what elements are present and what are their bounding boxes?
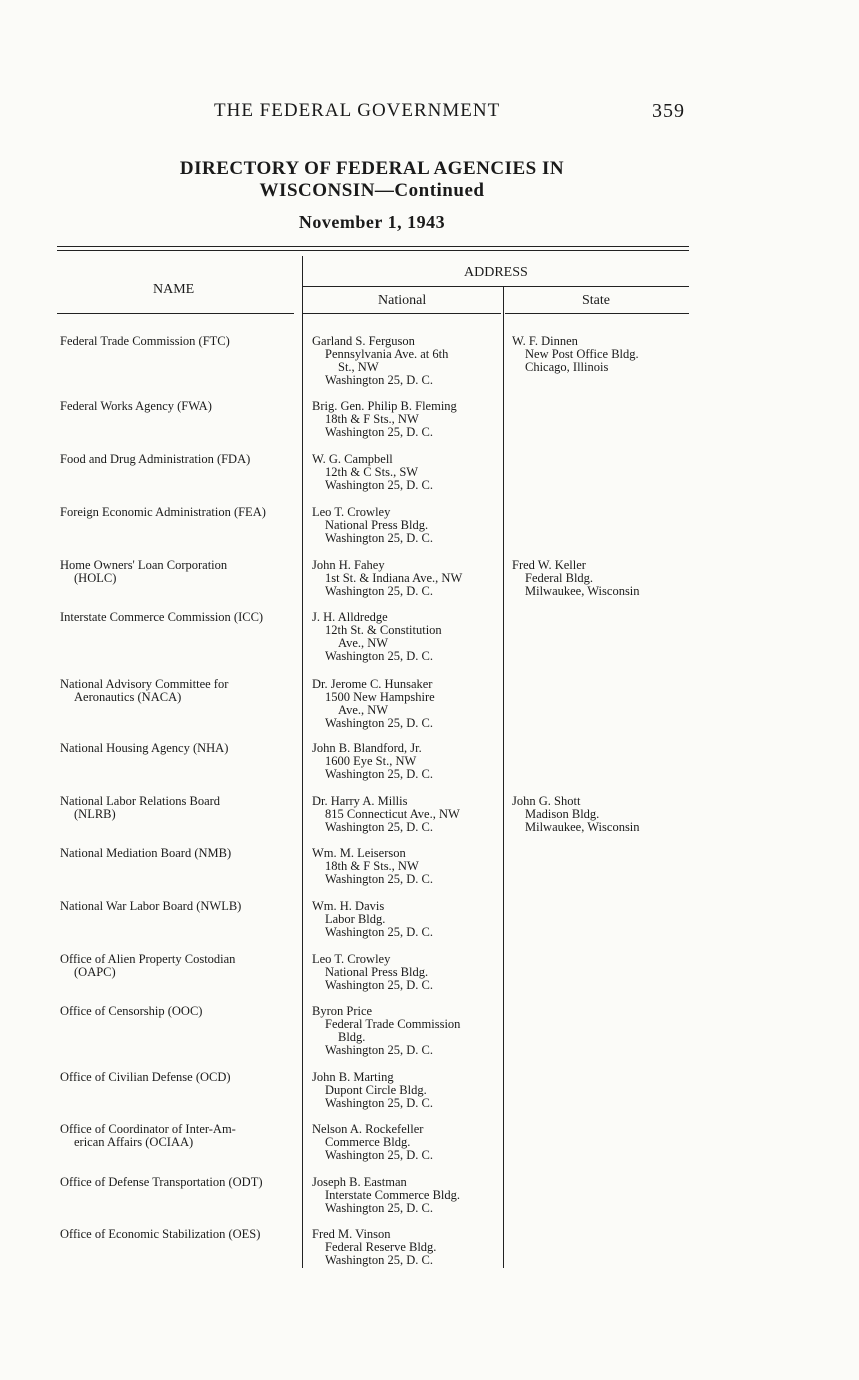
national-address <box>312 400 500 439</box>
state-address-line: Milwaukee, Wisconsin <box>525 584 640 598</box>
national-address-line: Labor Bldg. <box>325 912 386 926</box>
title-line-1: DIRECTORY OF FEDERAL AGENCIES IN <box>179 158 565 179</box>
state-address <box>512 559 692 598</box>
national-address-line: Garland S. Ferguson <box>312 334 415 348</box>
agency-name-line: (NLRB) <box>74 807 116 821</box>
national-address <box>312 1071 500 1110</box>
national-address-line: Washington 25, D. C. <box>325 872 434 886</box>
national-address-line: John H. Fahey <box>312 558 385 572</box>
national-address-line: Washington 25, D. C. <box>325 1043 434 1057</box>
header-bottom-rule-state <box>505 313 689 314</box>
national-address-line: Fred M. Vinson <box>312 1227 391 1241</box>
agency-name-line: Aeronautics (NACA) <box>74 690 182 704</box>
national-address-line: 12th & C Sts., SW <box>325 465 419 479</box>
national-address-line: Dr. Jerome C. Hunsaker <box>312 677 433 691</box>
column-divider-national <box>503 287 504 1268</box>
national-address-line: National Press Bldg. <box>325 965 429 979</box>
national-address-line: Ave., NW <box>338 703 389 717</box>
national-address <box>312 335 500 387</box>
agency-name <box>60 611 300 624</box>
national-address-line: John B. Marting <box>312 1070 394 1084</box>
national-address-line: Washington 25, D. C. <box>325 531 434 545</box>
agency-name-line: Foreign Economic Administration (FEA) <box>60 505 266 519</box>
national-address-line: 1600 Eye St., NW <box>325 754 417 768</box>
agency-name-line: erican Affairs (OCIAA) <box>74 1135 194 1149</box>
page-header <box>0 100 859 126</box>
agency-name <box>60 1071 300 1084</box>
agency-name-line: National Labor Relations Board <box>60 794 221 808</box>
national-address-line: Commerce Bldg. <box>325 1135 411 1149</box>
national-address-line: Washington 25, D. C. <box>325 373 434 387</box>
agency-name-line: National War Labor Board (NWLB) <box>60 899 242 913</box>
national-address-line: 1500 New Hampshire <box>325 690 435 704</box>
agency-name-line: Office of Alien Property Costodian <box>60 952 236 966</box>
header-state: State <box>582 293 610 308</box>
table-top-rule-2 <box>57 250 689 251</box>
national-address-line: 1st St. & Indiana Ave., NW <box>325 571 463 585</box>
agency-name-line: (HOLC) <box>74 571 117 585</box>
agency-name <box>60 795 300 821</box>
national-address-line: Leo T. Crowley <box>312 952 391 966</box>
national-address-line: Washington 25, D. C. <box>325 478 434 492</box>
agency-name-line: National Advisory Committee for <box>60 677 229 691</box>
header-bottom-rule-national <box>303 313 501 314</box>
national-address-line: Washington 25, D. C. <box>325 1096 434 1110</box>
national-address <box>312 559 500 598</box>
agency-name <box>60 742 300 755</box>
national-address-line: John B. Blandford, Jr. <box>312 741 422 755</box>
agency-name-line: Office of Coordinator of Inter-Am- <box>60 1122 236 1136</box>
state-address-line: W. F. Dinnen <box>512 334 578 348</box>
agency-name-line: National Mediation Board (NMB) <box>60 846 232 860</box>
national-address-line: Leo T. Crowley <box>312 505 391 519</box>
national-address-line: Washington 25, D. C. <box>325 1201 434 1215</box>
national-address-line: Nelson A. Rockefeller <box>312 1122 424 1136</box>
directory-title <box>0 158 744 202</box>
state-address-line: New Post Office Bldg. <box>525 347 639 361</box>
agency-name-line: Federal Trade Commission (FTC) <box>60 334 230 348</box>
agency-name-line: Office of Censorship (OOC) <box>60 1004 203 1018</box>
national-address <box>312 506 500 545</box>
national-address-line: Bldg. <box>338 1030 366 1044</box>
agency-name-line: Office of Civilian Defense (OCD) <box>60 1070 231 1084</box>
state-address-line: Milwaukee, Wisconsin <box>525 820 640 834</box>
national-address-line: 12th St. & Constitution <box>325 623 442 637</box>
state-address-line: John G. Shott <box>512 794 581 808</box>
national-address <box>312 1005 500 1057</box>
national-address <box>312 453 500 492</box>
agency-name-line: (OAPC) <box>74 965 116 979</box>
national-address <box>312 795 500 834</box>
national-address <box>312 953 500 992</box>
header-name: NAME <box>153 282 195 297</box>
header-bottom-rule <box>57 313 294 314</box>
national-address <box>312 847 500 886</box>
national-address-line: Washington 25, D. C. <box>325 1253 434 1267</box>
national-address-line: W. G. Campbell <box>312 452 393 466</box>
agency-name-line: Federal Works Agency (FWA) <box>60 399 212 413</box>
national-address <box>312 742 500 781</box>
agency-name <box>60 1123 300 1149</box>
national-address-line: Dr. Harry A. Millis <box>312 794 408 808</box>
agency-name <box>60 1176 300 1189</box>
national-address-line: Joseph B. Eastman <box>312 1175 407 1189</box>
page-number: 359 <box>652 100 685 122</box>
national-address-line: Federal Trade Commission <box>325 1017 461 1031</box>
running-head: THE FEDERAL GOVERNMENT <box>214 100 501 121</box>
state-address <box>512 795 692 834</box>
agency-name-line: Interstate Commerce Commission (ICC) <box>60 610 264 624</box>
agency-name-line: Office of Defense Transportation (ODT) <box>60 1175 263 1189</box>
agency-name <box>60 847 300 860</box>
agency-name <box>60 506 300 519</box>
national-address-line: Washington 25, D. C. <box>325 649 434 663</box>
agency-name <box>60 559 300 585</box>
national-address-line: Pennsylvania Ave. at 6th <box>325 347 449 361</box>
national-address-line: National Press Bldg. <box>325 518 429 532</box>
national-address-line: Federal Reserve Bldg. <box>325 1240 437 1254</box>
national-address-line: Brig. Gen. Philip B. Fleming <box>312 399 457 413</box>
national-address <box>312 678 500 730</box>
agency-name <box>60 453 300 466</box>
national-address-line: Washington 25, D. C. <box>325 1148 434 1162</box>
national-address-line: J. H. Alldredge <box>312 610 388 624</box>
header-national: National <box>378 293 427 308</box>
column-divider-name <box>302 256 303 1268</box>
agency-name <box>60 1228 300 1241</box>
address-underline <box>303 286 689 287</box>
national-address-line: Washington 25, D. C. <box>325 925 434 939</box>
header-address: ADDRESS <box>464 265 528 280</box>
national-address <box>312 900 500 939</box>
national-address-line: Wm. H. Davis <box>312 899 385 913</box>
title-line-2: WISCONSIN—Continued <box>259 180 485 201</box>
national-address-line: Interstate Commerce Bldg. <box>325 1188 461 1202</box>
state-address-line: Fred W. Keller <box>512 558 586 572</box>
agency-name-line: National Housing Agency (NHA) <box>60 741 229 755</box>
national-address-line: Washington 25, D. C. <box>325 716 434 730</box>
agency-name <box>60 900 300 913</box>
agency-name <box>60 1005 300 1018</box>
agency-name <box>60 953 300 979</box>
national-address-line: Washington 25, D. C. <box>325 584 434 598</box>
directory-date: November 1, 1943 <box>298 212 446 232</box>
national-address-line: Byron Price <box>312 1004 373 1018</box>
state-address-line: Chicago, Illinois <box>525 360 609 374</box>
national-address-line: Ave., NW <box>338 636 389 650</box>
national-address-line: Washington 25, D. C. <box>325 425 434 439</box>
national-address-line: Washington 25, D. C. <box>325 820 434 834</box>
agency-name <box>60 400 300 413</box>
national-address-line: Washington 25, D. C. <box>325 978 434 992</box>
national-address-line: 18th & F Sts., NW <box>325 412 419 426</box>
state-address-line: Federal Bldg. <box>525 571 594 585</box>
agency-name-line: Home Owners' Loan Corporation <box>60 558 228 572</box>
state-address <box>512 335 692 374</box>
national-address-line: Wm. M. Leiserson <box>312 846 406 860</box>
national-address-line: Dupont Circle Bldg. <box>325 1083 427 1097</box>
table-top-rule <box>57 246 689 247</box>
national-address <box>312 1123 500 1162</box>
national-address-line: Washington 25, D. C. <box>325 767 434 781</box>
national-address <box>312 1176 500 1215</box>
national-address <box>312 1228 500 1267</box>
agency-name <box>60 335 300 348</box>
national-address-line: 18th & F Sts., NW <box>325 859 419 873</box>
agency-name-line: Food and Drug Administration (FDA) <box>60 452 251 466</box>
agency-name-line: Office of Economic Stabilization (OES) <box>60 1227 261 1241</box>
national-address <box>312 611 500 663</box>
agency-name <box>60 678 300 704</box>
national-address-line: St., NW <box>338 360 379 374</box>
state-address-line: Madison Bldg. <box>525 807 600 821</box>
national-address-line: 815 Connecticut Ave., NW <box>325 807 460 821</box>
